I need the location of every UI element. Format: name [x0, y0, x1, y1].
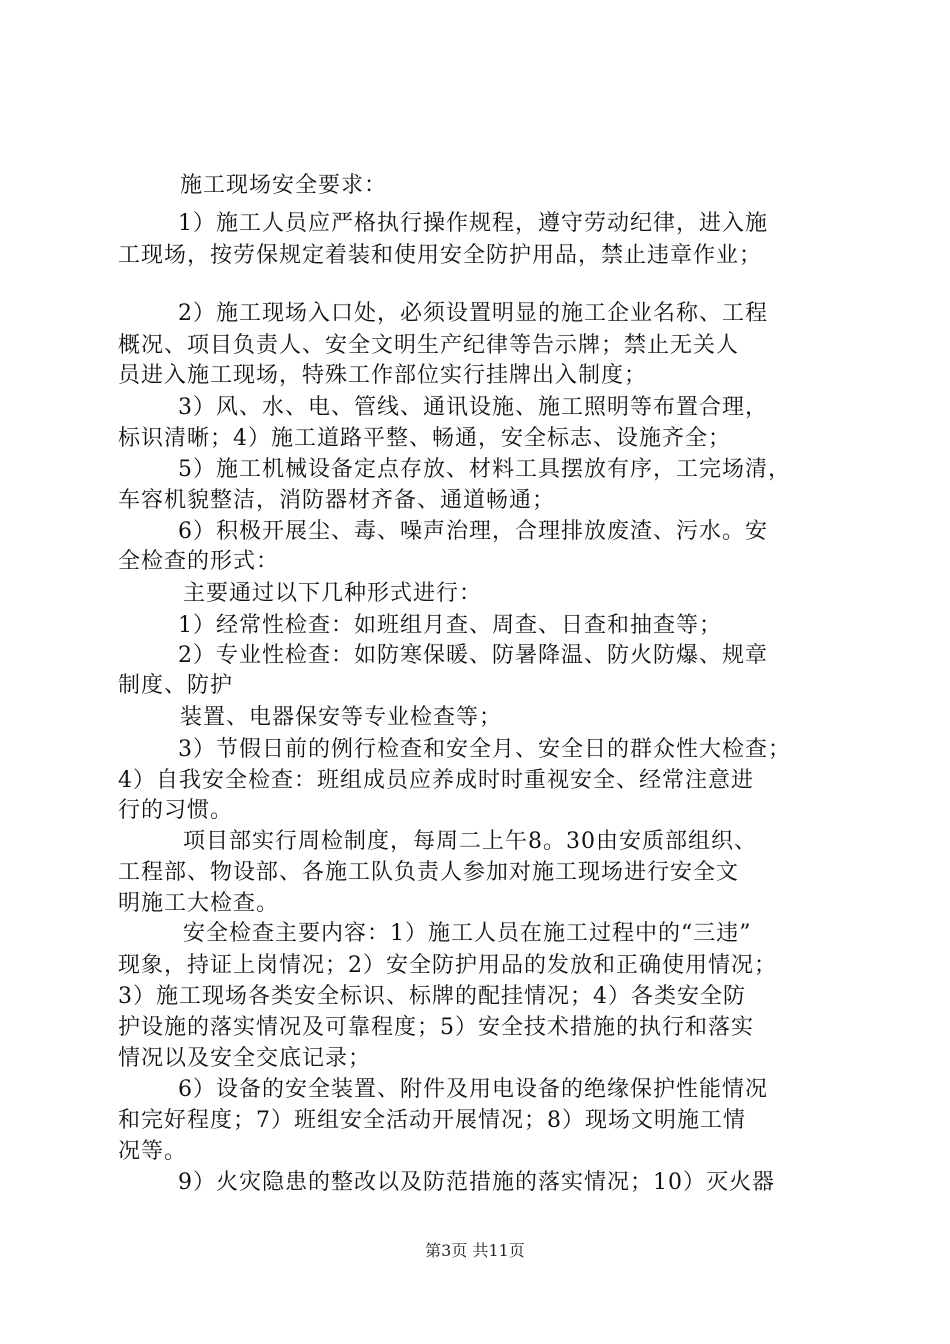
text-line: 安全检查主要内容：1）施工人员在施工过程中的“三违” [183, 921, 752, 946]
text-line: 主要通过以下几种形式进行： [183, 581, 483, 606]
text-line: 标识清晰；4）施工道路平整、畅通，安全标志、设施齐全； [118, 426, 731, 451]
text-line: 3）风、水、电、管线、通讯设施、施工照明等布置合理， [178, 395, 768, 420]
text-line: 项目部实行周检制度，每周二上午8。30由安质部组织、 [183, 829, 757, 854]
text-line: 车容机貌整洁，消防器材齐备、通道畅通； [118, 488, 556, 513]
text-line: 2）施工现场入口处，必须设置明显的施工企业名称、工程 [178, 301, 768, 326]
page-number-footer: 第3页 共11页 [425, 1241, 525, 1260]
text-line: 现象，持证上岗情况；2）安全防护用品的发放和正确使用情况； [118, 953, 777, 978]
text-line: 6）设备的安全装置、附件及用电设备的绝缘保护性能情况 [178, 1077, 768, 1102]
text-line: 施工现场安全要求： [180, 173, 388, 198]
text-line: 4）自我安全检查：班组成员应养成时时重视安全、经常注意进 [118, 768, 754, 793]
text-line: 员进入施工现场，特殊工作部位实行挂牌出入制度； [118, 363, 648, 388]
text-line: 3）施工现场各类安全标识、标牌的配挂情况；4）各类安全防 [118, 984, 746, 1009]
text-line: 5）施工机械设备定点存放、材料工具摆放有序，工完场清， [178, 457, 791, 482]
text-line: 工程部、物设部、各施工队负责人参加对施工现场进行安全文 [118, 860, 740, 885]
text-line: 概况、项目负责人、安全文明生产纪律等告示牌；禁止无关人 [118, 333, 740, 358]
text-line: 装置、电器保安等专业检查等； [180, 705, 503, 730]
text-line: 和完好程度；7）班组安全活动开展情况；8）现场文明施工情 [118, 1108, 746, 1133]
text-line: 9）火灾隐患的整改以及防范措施的落实情况；10）灭火器 [178, 1170, 775, 1195]
text-line: 1）施工人员应严格执行操作规程，遵守劳动纪律，进入施 [178, 211, 768, 236]
text-line: 2）专业性检查：如防寒保暖、防暑降温、防火防爆、规章 [178, 643, 768, 668]
text-line: 6）积极开展尘、毒、噪声治理，合理排放废渣、污水。安 [178, 519, 768, 544]
text-line: 行的习惯。 [118, 798, 234, 823]
text-line: 况等。 [118, 1139, 188, 1164]
text-line: 全检查的形式： [118, 549, 280, 574]
text-line: 工现场，按劳保规定着装和使用安全防护用品，禁止违章作业； [118, 243, 763, 268]
text-line: 情况以及安全交底记录； [118, 1046, 372, 1071]
text-line: 1）经常性检查：如班组月查、周查、日查和抽查等； [178, 613, 722, 638]
text-line: 3）节假日前的例行检查和安全月、安全日的群众性大检查； [178, 737, 791, 762]
text-line: 护设施的落实情况及可靠程度；5）安全技术措施的执行和落实 [118, 1015, 754, 1040]
text-line: 制度、防护 [118, 673, 234, 698]
text-line: 明施工大检查。 [118, 891, 280, 916]
